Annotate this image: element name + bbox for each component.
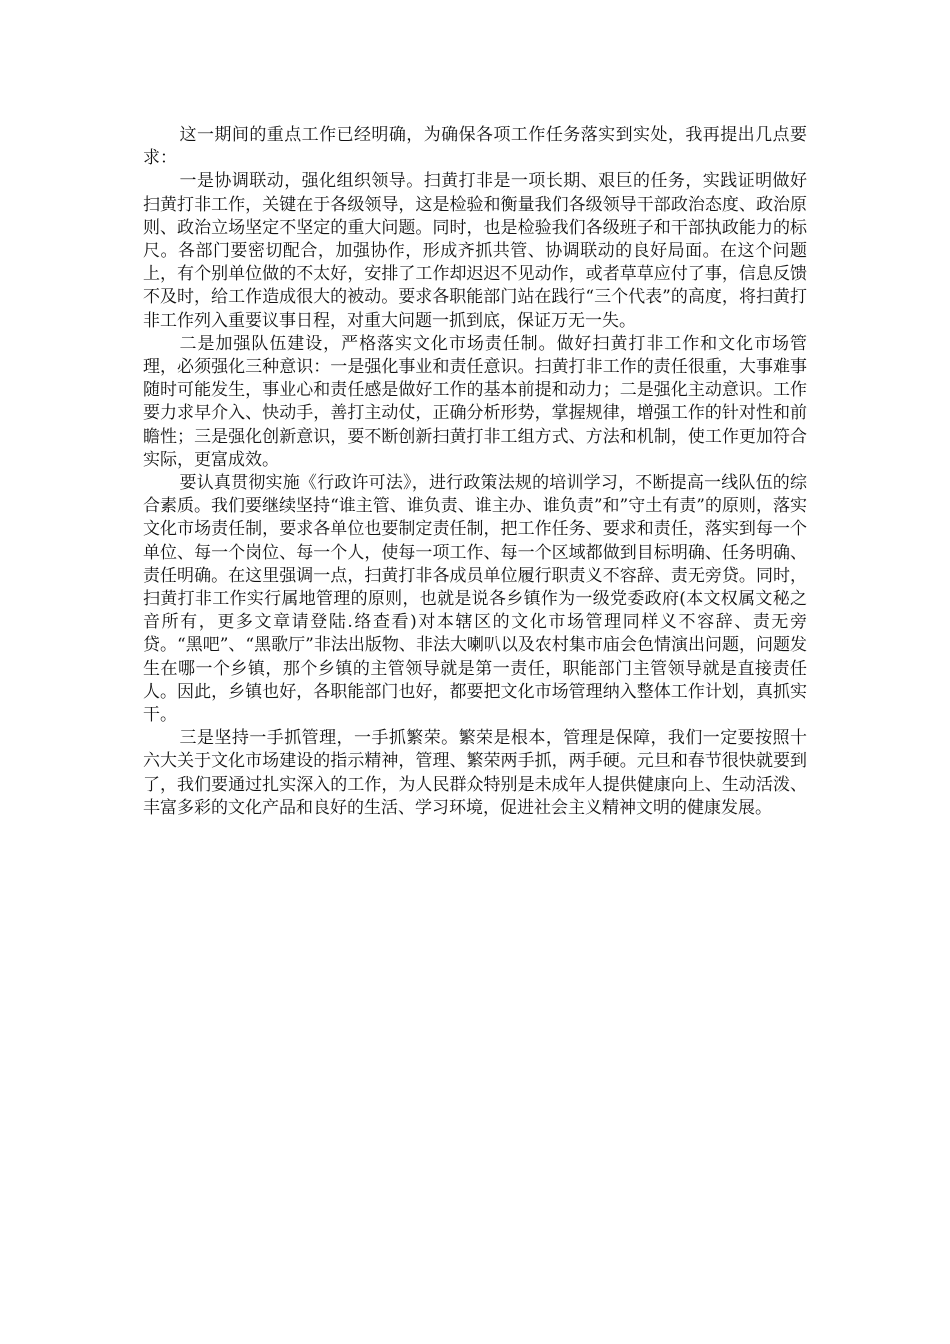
paragraph-team-building: 二是加强队伍建设，严格落实文化市场责任制。做好扫黄打非工作和文化市场管理，必须强化三种意识：一是强化事业和责任意识。扫黄打非工作的责任很重，大事难事随时可能发生，事业心和责任感是做好工作的基本前提和动力；二是强化主动意识。工作要力求早介入、快动手，善打主动仗，正确分析形势，掌握规律，增强工作的针对性和前瞻性；三是强化创新意识，要不断创新扫黄打非工组方式、方法和机制，使工作更加符合实际，更富成效。 [143,333,807,470]
document-body [143,124,807,820]
paragraph-coordination: 一是协调联动，强化组织领导。扫黄打非是一项长期、艰巨的任务，实践证明做好扫黄打非工作，关键在于各级领导，这是检验和衡量我们各级领导干部政治态度、政治原则、政治立场坚定不坚定的重大问题。同时，也是检验我们各级班子和干部执政能力的标尺。各部门要密切配合，加强协作，形成齐抓共管、协调联动的良好局面。在这个问题上，有个别单位做的不太好，安排了工作却迟迟不见动作，或者草草应付了事，信息反馈不及时，给工作造成很大的被动。要求各职能部门站在践行“三个代表”的高度，将扫黄打非工作列入重要议事日程，对重大问题一抓到底，保证万无一失。 [143,171,807,331]
paragraph-intro: 这一期间的重点工作已经明确，为确保各项工作任务落实到实处，我再提出几点要求： [143,125,807,169]
paragraph-management: 三是坚持一手抓管理，一手抓繁荣。繁荣是根本，管理是保障，我们一定要按照十六大关于文化市场建设的指示精神，管理、繁荣两手抓，两手硬。元旦和春节很快就要到了，我们要通过扎实深入的工作，为人民群众特别是未成年人提供健康向上、生动活泼、丰富多彩的文化产品和良好的生活、学习环境，促进社会主义精神文明的健康发展。 [143,728,807,818]
paragraph-responsibility: 要认真贯彻实施《行政许可法》，进行政策法规的培训学习，不断提高一线队伍的综合素质。我们要继续坚持“谁主管、谁负责、谁主办、谁负责”和”守土有责”的原则，落实文化市场责任制，要求各单位也要制定责任制，把工作任务、要求和责任，落实到每一个单位、每一个岗位、每一个人，使每一项工作、每一个区域都做到目标明确、任务明确、责任明确。在这里强调一点，扫黄打非各成员单位履行职责义不容辞、责无旁贷。同时，扫黄打非工作实行属地管理的原则，也就是说各乡镇作为一级党委政府(本文权属文秘之音所有，更多文章请登陆.络查看)对本辖区的文化市场管理同样义不容辞、责无旁贷。“黑吧”、“黑歌厅”非法出版物、非法大喇叭以及农村集市庙会色情演出问题，问题发生在哪一个乡镇，那个乡镇的主管领导就是第一责任，职能部门主管领导就是直接责任人。因此，乡镇也好，各职能部门也好，都要把文化市场管理纳入整体工作计划，真抓实干。 [143,473,807,726]
